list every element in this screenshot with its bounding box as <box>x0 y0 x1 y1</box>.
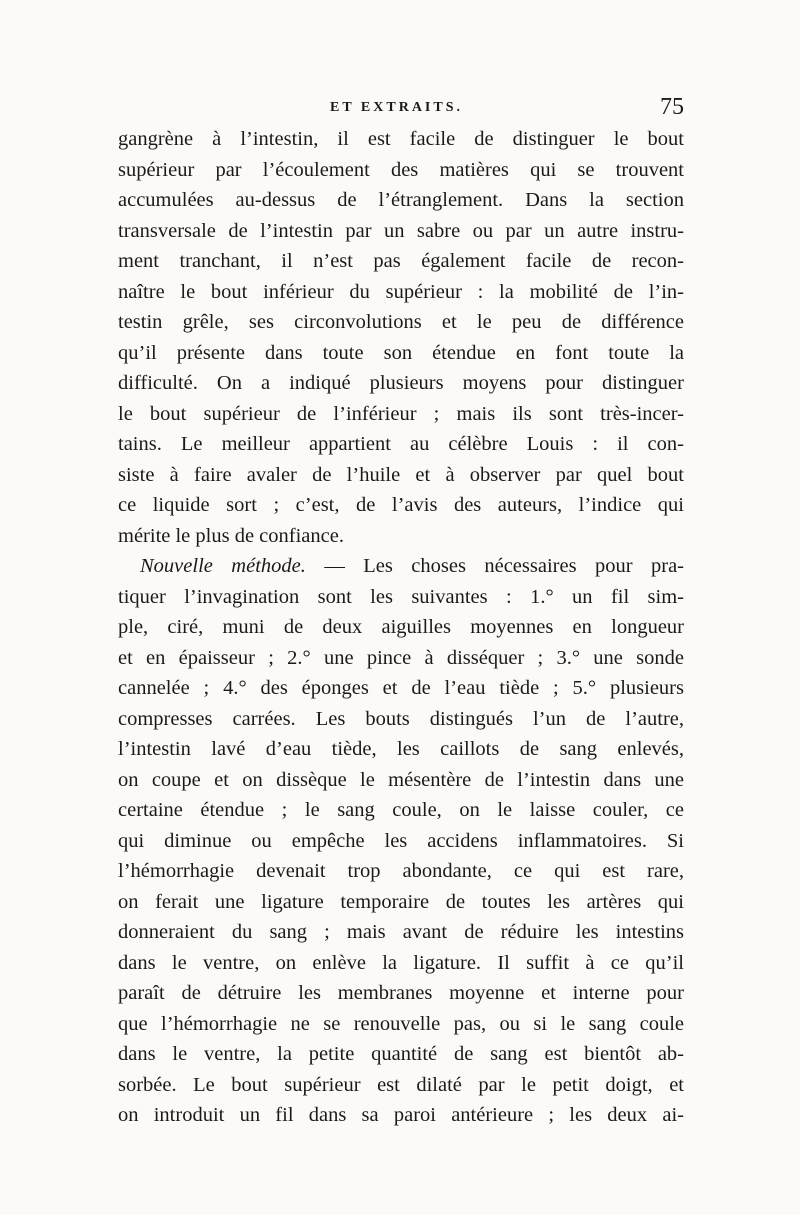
text-line: testin grêle, ses circonvolutions et le peu de différence <box>118 311 684 333</box>
text-line: l’hémorrhagie devenait trop abondante, ce qui est rare, <box>118 860 684 882</box>
text-line: tiquer l’invagination sont les suivantes : 1.° un fil sim- <box>118 585 684 608</box>
text-line: ple, ciré, muni de deux aiguilles moyennes en longueur <box>118 616 684 638</box>
paragraph-start-line <box>118 551 684 582</box>
text-line: cannelée ; 4.° des éponges et de l’eau tiède ; 5.° plusieurs <box>118 677 684 699</box>
text-line: gangrène à l’intestin, il est facile de distinguer le bout <box>118 128 684 150</box>
text-line: l’intestin lavé d’eau tiède, les caillots de sang enlevés, <box>118 738 684 760</box>
section-heading-italic: Nouvelle méthode. <box>140 555 306 577</box>
text-line-rest: — Les choses nécessaires pour pra- <box>324 555 685 577</box>
text-line: donneraient du sang ; mais avant de réduire les intestins <box>118 921 684 943</box>
text-line: dans le ventre, on enlève la ligature. Il suffit à ce qu’il <box>118 951 684 974</box>
text-line: dans le ventre, la petite quantité de sang est bientôt ab- <box>118 1043 684 1065</box>
text-line: difficulté. On a indiqué plusieurs moyens pour distinguer <box>118 372 684 394</box>
page-header <box>118 94 684 122</box>
text-line: sorbée. Le bout supérieur est dilaté par le petit doigt, et <box>118 1073 684 1096</box>
body-text <box>118 124 684 1131</box>
text-line: paraît de détruire les membranes moyenne et interne pour <box>118 982 684 1004</box>
text-line: accumulées au-dessus de l’étranglement. Dans la section <box>118 189 684 211</box>
text-line: on introduit un fil dans sa paroi antérieure ; les deux ai- <box>118 1104 684 1126</box>
text-line: et en épaisseur ; 2.° une pince à disséquer ; 3.° une sonde <box>118 646 684 669</box>
running-head: ET EXTRAITS. <box>330 100 464 115</box>
text-line: on ferait une ligature temporaire de toutes les artères qui <box>118 890 684 913</box>
text-line: compresses carrées. Les bouts distingués l’un de l’autre, <box>118 707 684 730</box>
text-line: qu’il présente dans toute son étendue en font toute la <box>118 341 684 364</box>
text-line: mérite le plus de confiance. <box>118 524 344 547</box>
text-line: transversale de l’intestin par un sabre ou par un autre instru- <box>118 219 684 242</box>
text-line: supérieur par l’écoulement des matières qui se trouvent <box>118 158 684 181</box>
text-line: que l’hémorrhagie ne se renouvelle pas, ou si le sang coule <box>118 1012 684 1035</box>
text-line: ce liquide sort ; c’est, de l’avis des auteurs, l’indice qui <box>118 494 684 516</box>
text-line: certaine étendue ; le sang coule, on le laisse couler, ce <box>118 799 684 821</box>
text-line: naître le bout inférieur du supérieur : la mobilité de l’in- <box>118 280 684 303</box>
text-line: le bout supérieur de l’inférieur ; mais ils sont très-incer- <box>118 402 684 425</box>
text-line: siste à faire avaler de l’huile et à observer par quel bout <box>118 463 684 486</box>
page-number: 75 <box>660 94 684 120</box>
text-line: tains. Le meilleur appartient au célèbre Louis : il con- <box>118 433 684 455</box>
text-line: on coupe et on dissèque le mésentère de l’intestin dans une <box>118 768 684 791</box>
text-line: ment tranchant, il n’est pas également facile de recon- <box>118 250 684 272</box>
text-line: qui diminue ou empêche les accidens inflammatoires. Si <box>118 829 684 852</box>
